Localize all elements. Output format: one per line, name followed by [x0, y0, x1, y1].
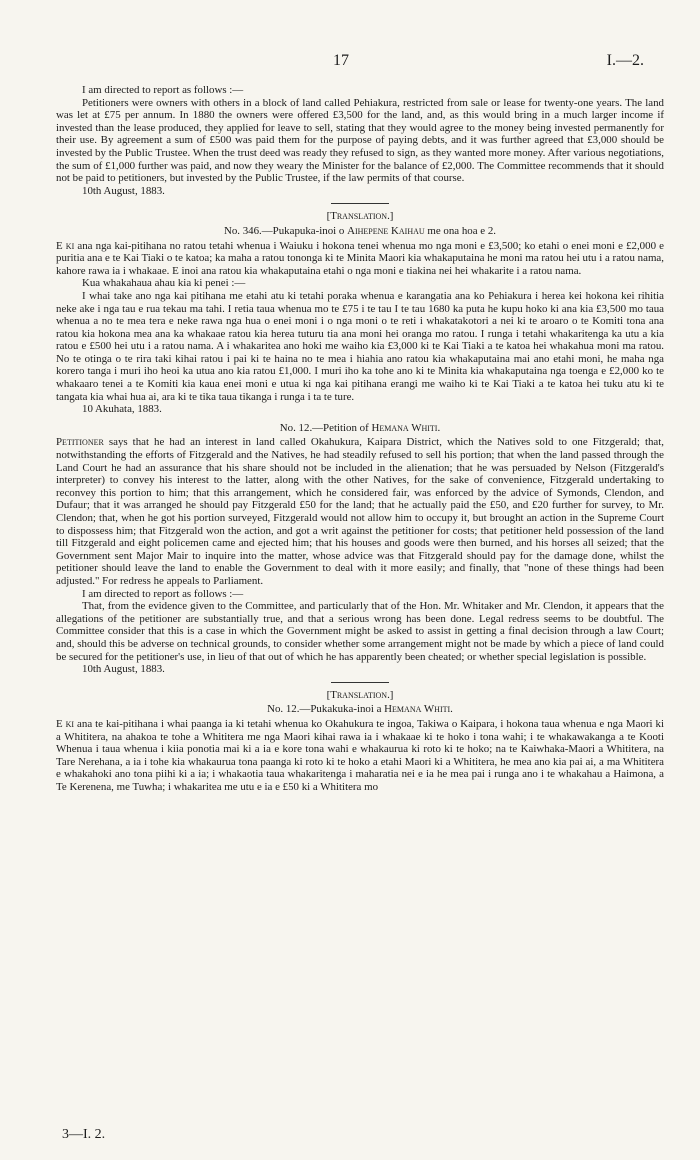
page-number: 17: [333, 52, 349, 69]
report-date: 10th August, 1883.: [82, 184, 165, 197]
petition-12-report: That, from the evidence given to the Committee, and particularly that of the Hon. Mr. Whitaker and Mr. Clendon, it appears that the allegations of the petitioner are substantially true, and that a serious wrong has been done. Legal redress seems to be doubtful. The Committee consider that this is a case in which the Government might be asked to assist in getting a final decision through a law Court; and, should this be adverse on technical grounds, to consider whether some arrangement might not be made by which a piece of land could be secured for the petitioner's use, in lieu of that out of which he has apparently been cheated; or whether special legislation is possible.: [56, 600, 664, 663]
petitioner-name: Aihepene Kaihau: [347, 224, 425, 237]
petition-12-date: 10th August, 1883.: [82, 663, 165, 676]
petition-12-body: [56, 436, 664, 587]
petitioner-name: Hemana Whiti.: [384, 703, 453, 716]
body-text: ana nga kai-pitihana no ratou tetahi whenua i Waiuku i hokona tenei whenua mo nga moni e £3,500; ko etahi o enei moni e £2,000 e puritia ana e te Kai Tiaki o te katoa; ka maha a ratou tononga ki te Minita Maori kia whakaputaina he moni ma ratou hei utu i a ratou nama, kahore rawa ia i whakaae. E inoi ana ratou kia whakaputaina etahi o nga moni e tiakina nei hei whakarite i a ratou nama.: [56, 239, 664, 277]
body-lead: Petitioner: [56, 436, 104, 449]
heading-prefix: No. 12.—Petition of: [279, 421, 372, 434]
translation-body: [56, 240, 664, 278]
body-lead: E ki: [56, 717, 75, 730]
translation-body: [56, 718, 664, 794]
translation-label: [Translation.]: [326, 210, 394, 223]
body-text: says that he had an interest in land called Okahukura, Kaipara District, which the Natives sold to one Fitzgerald; that, notwithstanding the efforts of Fitzgerald and the Natives, he had steadily refused to sell his portion; that when the land passed through the Land Court he had an assurance that his share should not be included in the alienation; that he was persuaded by Nelson (Fitzgerald's interpreter) to convey his interest to the latter, along with the other Natives, for the sake of convenience, Fitzgerald undertaking to reconvey this portion to him; that this arrangement, which he considered fair, was enforced by the advice of Symonds, Clendon, and Dufaur; that it was arranged he should pay Fitzgerald £50 for the land; that he actually paid the £50, and £20 further for survey, to Mr. Clendon; that, when he got his portion surveyed, Fitzgerald would not allow him to occupy it, but brought an action in the Supreme Court to dispossess him; that Fitzgerald won the action, and got a writ against the petitioner for costs; that petitioner held possession of the land till Fitzgerald and eight policemen came and ejected him; that his houses and goods were then burned, and his horses all seized; that the Government sent Major Mair to inquire into the matter, whose advice was that Fitzgerald should pay for the damage done, whilst the petitioner should leave the land to enable the Government to deal with it more easily; and finally, that "none of these things had been adjusted." For redress he appeals to Parliament.: [56, 436, 664, 587]
petition-heading: [56, 225, 664, 238]
section-divider: [331, 203, 389, 204]
signature-mark: 3—I. 2.: [62, 1127, 106, 1142]
translation-date: 10 Akuhata, 1883.: [82, 403, 162, 416]
translation-report: I whai take ano nga kai pitihana me etahi atu ki tetahi poraka whenua e karangatia ana ko Pehiakura i herea kei hokona kei rihitia neke ake i nga tau e rua tekau ma tahi. I retia taua whenua mo te £75 i te tau I te tau 1680 ka puta he kupu hoko ki ana kia £3,500 mo taua whenua a no te mea tera e neke rawa nga hua o enei moni i o nga moni o te reti i whakatakotori a nei ki te aroaro o te Komiti tona ana ratou kia hokona mea ana ka whakaae ratou kia herea tuturu tia ana moni hei oranga mo ratou. I runga i tetahi whakaritenga ka utu a kia ratou e £500 hei utu i a ratou nama. A i whakaritea ano hoki me waiho kia £3,000 ki te Kai Tiaki a te katoa hei whakahua moni ma ratou. No te otinga o te rira taki kihai ratou i pai ki te haina no te mea i hiahia ano ratou kia whakaputaina mai ano etahi moni, he maha nga korero tanga i muri iho heoi ka utua ano kia ratou £1,000. I muri iho ka tohe ano ki te Minita kia whakaputaina nga toenga e £2,000 ko te whakaaro tenei a te Komiti kia kaua enei moni e utua ki nga kai pitihana erangi me waiho ki te Kai Tiaki a te katoa hei tuku atu ki te tangata kia whai hua ai, ara ki te tika taua tikanga i runga i ta te ture.: [56, 289, 664, 403]
heading-suffix: me ona hoa e 2.: [424, 224, 497, 237]
translation-intro: Kua whakahaua ahau kia ki penei :—: [82, 277, 246, 290]
page-reference: I.—2.: [606, 52, 644, 69]
petition-12-heading: [56, 422, 664, 435]
heading-prefix: No. 12.—Pukakuka-inoi a: [267, 703, 385, 716]
body-lead: E ki: [56, 239, 75, 252]
translation-label: [Translation.]: [326, 688, 394, 701]
petitioner-name: Hemana Whiti.: [371, 421, 441, 434]
report-intro: I am directed to report as follows :—: [82, 84, 244, 96]
petition-12-intro: I am directed to report as follows :—: [82, 587, 244, 600]
report-body: Petitioners were owners with others in a block of land called Pehiakura, restricted from sale or lease for twenty-one years. The land was let at £75 per annum. In 1880 the owners were offered £3,500 for the land, and, as this would bring in a much larger income if invested than the lease produced, they applied for leave to sell, stating that they would agree to the money being invested permanently for their use. By agreement a sum of £500 was paid them for the purpose of paying debts, and it was further agreed that £3,000 should be invested by the Public Trustee. When the trust deed was ready they refused to sign, as they wanted more money. After various negotiations, the sum of £1,000 further was paid, and now they weary the Minister for the balance of £2,000. The Committee recommends that it should not be paid to petitioners, but invested by the Public Trustee, if the law permits of that course.: [56, 96, 664, 185]
body-text: ana te kai-pitihana i whai paanga ia ki tetahi whenua ko Okahukura te ingoa, Takiwa o Kaipara, i hokona taua whenua e nga Maori ki a Whititera, na ahakoa te tohe a Whititera me nga Maori kihai rawa ia i whakaae ki te hoko i tona wahi; i te whakawakanga a te Kooti Whenua i taua whenua i kiia ponotia mai ki a ia e kore tona wahi e whakaurua ki roto ki te hoko; na te Kaiwhaka-Maori a Whititera, na Tare Nerehana, a ia i tohe kia whakaurua tona paanga ki roto ki te hoko a etahi Maori ki a Whititera, he mea ano kia pai ai, a ma Whititera e whakahoki ano tona piihi ki a ia; i whakaotia taua whakaritenga i maharatia nei e ia he mea pai i runga ano i te whakahau a Haimona, a Te Kerenena, me Tuwha; i whakaritea me utu e ia e £50 ki a Whititera mo: [56, 717, 664, 793]
section-divider: [331, 682, 389, 683]
petition-heading: [56, 703, 664, 716]
heading-prefix: No. 346.—Pukapuka-inoi o: [223, 224, 348, 237]
page-content: [56, 84, 664, 793]
